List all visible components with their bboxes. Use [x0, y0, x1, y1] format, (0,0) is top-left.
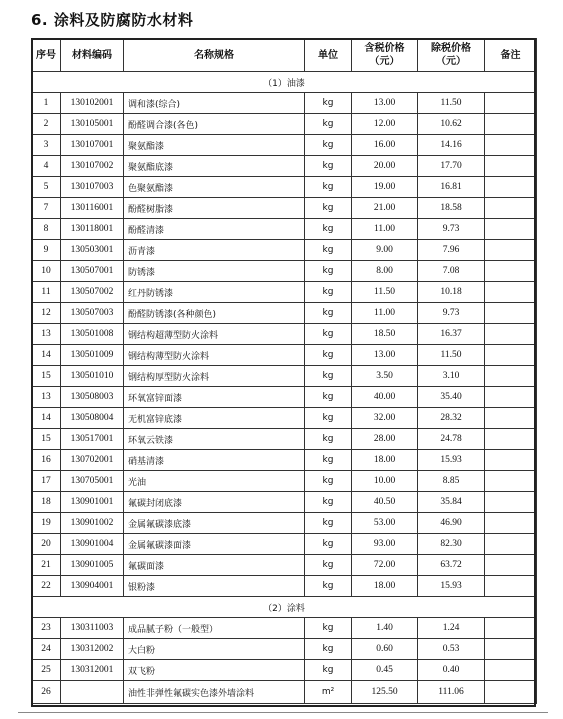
cell-seq: 14: [32, 345, 61, 366]
cell-untaxed-price: 18.58: [418, 198, 485, 219]
cell-taxed-price: 12.00: [352, 114, 418, 135]
cell-name: 氟碳面漆: [124, 555, 305, 576]
cell-code: 130507002: [61, 282, 124, 303]
cell-unit: kg: [305, 408, 352, 429]
cell-name: 红丹防锈漆: [124, 282, 305, 303]
cell-code: 130107003: [61, 177, 124, 198]
cell-code: 130105001: [61, 114, 124, 135]
cell-untaxed-price: 7.08: [418, 261, 485, 282]
cell-taxed-price: 40.00: [352, 387, 418, 408]
cell-unit: kg: [305, 534, 352, 555]
cell-note: [485, 576, 537, 597]
cell-untaxed-price: 35.84: [418, 492, 485, 513]
cell-seq: 4: [32, 156, 61, 177]
cell-taxed-price: 21.00: [352, 198, 418, 219]
cell-untaxed-price: 9.73: [418, 219, 485, 240]
header-name: 名称规格: [124, 39, 305, 72]
cell-note: [485, 555, 537, 576]
cell-untaxed-price: 111.06: [418, 681, 485, 704]
cell-seq: 19: [32, 513, 61, 534]
table-row: [32, 639, 537, 660]
cell-note: [485, 135, 537, 156]
cell-code: 130312001: [61, 660, 124, 681]
cell-untaxed-price: 9.73: [418, 303, 485, 324]
cell-seq: 22: [32, 576, 61, 597]
cell-name: 酚醛清漆: [124, 219, 305, 240]
page-bottom-rule: [18, 712, 548, 713]
section-header-row: [32, 597, 537, 618]
cell-unit: kg: [305, 282, 352, 303]
cell-untaxed-price: 35.40: [418, 387, 485, 408]
cell-code: 130312002: [61, 639, 124, 660]
cell-name: 银粉漆: [124, 576, 305, 597]
cell-name: 钢结构薄型防火涂料: [124, 345, 305, 366]
cell-untaxed-price: 82.30: [418, 534, 485, 555]
cell-seq: 21: [32, 555, 61, 576]
cell-seq: 15: [32, 366, 61, 387]
header-seq: 序号: [32, 39, 61, 72]
cell-untaxed-price: 15.93: [418, 576, 485, 597]
cell-name: 金属氟碳漆面漆: [124, 534, 305, 555]
cell-code: 130501008: [61, 324, 124, 345]
page-title: 6. 涂料及防腐防水材料: [31, 11, 194, 29]
cell-name: 环氧云铁漆: [124, 429, 305, 450]
cell-code: 130901005: [61, 555, 124, 576]
cell-seq: 11: [32, 282, 61, 303]
cell-code: 130517001: [61, 429, 124, 450]
cell-untaxed-price: 11.50: [418, 345, 485, 366]
cell-unit: kg: [305, 303, 352, 324]
cell-untaxed-price: 24.78: [418, 429, 485, 450]
cell-taxed-price: 0.45: [352, 660, 418, 681]
cell-name: 油性非弹性氟碳实色漆外墙涂料: [124, 681, 305, 704]
cell-unit: kg: [305, 471, 352, 492]
cell-taxed-price: 19.00: [352, 177, 418, 198]
cell-taxed-price: 11.00: [352, 219, 418, 240]
cell-taxed-price: 93.00: [352, 534, 418, 555]
cell-seq: 13: [32, 324, 61, 345]
table-row: [32, 156, 537, 177]
cell-untaxed-price: 8.85: [418, 471, 485, 492]
cell-note: [485, 513, 537, 534]
cell-taxed-price: 8.00: [352, 261, 418, 282]
table-row: [32, 240, 537, 261]
table-row: [32, 471, 537, 492]
cell-unit: kg: [305, 156, 352, 177]
cell-unit: kg: [305, 198, 352, 219]
cell-seq: 14: [32, 408, 61, 429]
table-row: [32, 135, 537, 156]
cell-taxed-price: 11.00: [352, 303, 418, 324]
cell-code: 130901002: [61, 513, 124, 534]
cell-code: 130501010: [61, 366, 124, 387]
table-row: [32, 261, 537, 282]
table-row: [32, 303, 537, 324]
cell-code: 130508003: [61, 387, 124, 408]
cell-taxed-price: 10.00: [352, 471, 418, 492]
cell-note: [485, 639, 537, 660]
cell-seq: 23: [32, 618, 61, 639]
cell-code: [61, 681, 124, 704]
table-row: [32, 345, 537, 366]
header-untaxed-price: 除税价格 （元）: [418, 39, 485, 72]
cell-name: 调和漆(综合): [124, 93, 305, 114]
cell-taxed-price: 18.00: [352, 576, 418, 597]
cell-untaxed-price: 16.37: [418, 324, 485, 345]
cell-note: [485, 450, 537, 471]
cell-note: [485, 156, 537, 177]
cell-taxed-price: 28.00: [352, 429, 418, 450]
cell-code: 130705001: [61, 471, 124, 492]
cell-seq: 15: [32, 429, 61, 450]
cell-note: [485, 387, 537, 408]
cell-seq: 16: [32, 450, 61, 471]
cell-note: [485, 219, 537, 240]
cell-untaxed-price: 1.24: [418, 618, 485, 639]
cell-taxed-price: 20.00: [352, 156, 418, 177]
cell-note: [485, 93, 537, 114]
cell-unit: m²: [305, 681, 352, 704]
table-row: [32, 408, 537, 429]
cell-name: 光油: [124, 471, 305, 492]
cell-taxed-price: 32.00: [352, 408, 418, 429]
cell-untaxed-price: 16.81: [418, 177, 485, 198]
cell-name: 成品腻子粉（一般型）: [124, 618, 305, 639]
table-row: [32, 555, 537, 576]
cell-code: 130702001: [61, 450, 124, 471]
cell-seq: 8: [32, 219, 61, 240]
table-row: [32, 681, 537, 704]
cell-taxed-price: 13.00: [352, 345, 418, 366]
cell-untaxed-price: 0.53: [418, 639, 485, 660]
cell-name: 钢结构超薄型防火涂料: [124, 324, 305, 345]
cell-name: 金属氟碳漆底漆: [124, 513, 305, 534]
cell-taxed-price: 11.50: [352, 282, 418, 303]
cell-untaxed-price: 10.18: [418, 282, 485, 303]
cell-seq: 5: [32, 177, 61, 198]
cell-note: [485, 303, 537, 324]
table-row: [32, 387, 537, 408]
cell-name: 大白粉: [124, 639, 305, 660]
cell-note: [485, 282, 537, 303]
table-row: [32, 450, 537, 471]
cell-code: 130501009: [61, 345, 124, 366]
cell-unit: kg: [305, 513, 352, 534]
cell-seq: 17: [32, 471, 61, 492]
cell-name: 酚醛防锈漆(各种颜色): [124, 303, 305, 324]
cell-seq: 12: [32, 303, 61, 324]
section-label: （2）涂料: [32, 597, 537, 618]
cell-unit: kg: [305, 93, 352, 114]
cell-name: 硝基清漆: [124, 450, 305, 471]
table-row: [32, 618, 537, 639]
cell-code: 130102001: [61, 93, 124, 114]
table-row: [32, 534, 537, 555]
cell-unit: kg: [305, 429, 352, 450]
cell-unit: kg: [305, 576, 352, 597]
cell-code: 130901001: [61, 492, 124, 513]
cell-taxed-price: 53.00: [352, 513, 418, 534]
cell-name: 无机富锌底漆: [124, 408, 305, 429]
cell-untaxed-price: 11.50: [418, 93, 485, 114]
cell-untaxed-price: 0.40: [418, 660, 485, 681]
cell-seq: 7: [32, 198, 61, 219]
table-row: [32, 93, 537, 114]
cell-name: 钢结构厚型防火涂料: [124, 366, 305, 387]
cell-note: [485, 114, 537, 135]
table-row: [32, 492, 537, 513]
cell-code: 130507003: [61, 303, 124, 324]
cell-seq: 9: [32, 240, 61, 261]
cell-untaxed-price: 7.96: [418, 240, 485, 261]
cell-taxed-price: 40.50: [352, 492, 418, 513]
cell-name: 双飞粉: [124, 660, 305, 681]
header-taxed-price: 含税价格 （元）: [352, 39, 418, 72]
cell-note: [485, 261, 537, 282]
cell-unit: kg: [305, 261, 352, 282]
cell-unit: kg: [305, 618, 352, 639]
cell-seq: 1: [32, 93, 61, 114]
cell-untaxed-price: 17.70: [418, 156, 485, 177]
table-row: [32, 114, 537, 135]
table-row: [32, 219, 537, 240]
cell-name: 聚氨酯底漆: [124, 156, 305, 177]
cell-seq: 26: [32, 681, 61, 704]
cell-code: 130904001: [61, 576, 124, 597]
cell-taxed-price: 13.00: [352, 93, 418, 114]
cell-seq: 10: [32, 261, 61, 282]
cell-unit: kg: [305, 555, 352, 576]
cell-note: [485, 534, 537, 555]
table-row: [32, 177, 537, 198]
table-row: [32, 513, 537, 534]
cell-unit: kg: [305, 660, 352, 681]
cell-seq: 24: [32, 639, 61, 660]
cell-seq: 2: [32, 114, 61, 135]
cell-unit: kg: [305, 492, 352, 513]
cell-code: 130116001: [61, 198, 124, 219]
cell-name: 酚醛树脂漆: [124, 198, 305, 219]
cell-note: [485, 471, 537, 492]
cell-untaxed-price: 14.16: [418, 135, 485, 156]
cell-note: [485, 240, 537, 261]
header-row: [32, 39, 537, 72]
price-table: [31, 38, 537, 704]
cell-note: [485, 345, 537, 366]
cell-name: 酚醛调合漆(各色): [124, 114, 305, 135]
cell-unit: kg: [305, 240, 352, 261]
cell-note: [485, 408, 537, 429]
table-row: [32, 660, 537, 681]
cell-code: 130107002: [61, 156, 124, 177]
section-label: （1）油漆: [32, 72, 537, 93]
cell-taxed-price: 72.00: [352, 555, 418, 576]
header-unit: 单位: [305, 39, 352, 72]
table-row: [32, 366, 537, 387]
cell-note: [485, 324, 537, 345]
cell-note: [485, 198, 537, 219]
cell-unit: kg: [305, 324, 352, 345]
cell-note: [485, 618, 537, 639]
header-note: 备注: [485, 39, 537, 72]
cell-name: 色聚氨酯漆: [124, 177, 305, 198]
cell-note: [485, 366, 537, 387]
cell-taxed-price: 3.50: [352, 366, 418, 387]
cell-untaxed-price: 10.62: [418, 114, 485, 135]
cell-unit: kg: [305, 135, 352, 156]
cell-unit: kg: [305, 114, 352, 135]
cell-note: [485, 429, 537, 450]
cell-unit: kg: [305, 366, 352, 387]
table-row: [32, 282, 537, 303]
cell-code: 130508004: [61, 408, 124, 429]
cell-taxed-price: 9.00: [352, 240, 418, 261]
cell-note: [485, 177, 537, 198]
cell-name: 沥青漆: [124, 240, 305, 261]
section-header-row: [32, 72, 537, 93]
cell-code: 130107001: [61, 135, 124, 156]
cell-code: 130901004: [61, 534, 124, 555]
header-code: 材料编码: [61, 39, 124, 72]
cell-seq: 25: [32, 660, 61, 681]
cell-taxed-price: 125.50: [352, 681, 418, 704]
table-row: [32, 198, 537, 219]
cell-unit: kg: [305, 450, 352, 471]
cell-name: 环氧富锌面漆: [124, 387, 305, 408]
table-row: [32, 324, 537, 345]
table-body: [32, 72, 537, 704]
cell-code: 130118001: [61, 219, 124, 240]
cell-name: 聚氨酯漆: [124, 135, 305, 156]
cell-note: [485, 492, 537, 513]
cell-taxed-price: 1.40: [352, 618, 418, 639]
cell-taxed-price: 16.00: [352, 135, 418, 156]
cell-seq: 20: [32, 534, 61, 555]
cell-name: 氟碳封闭底漆: [124, 492, 305, 513]
cell-untaxed-price: 46.90: [418, 513, 485, 534]
cell-taxed-price: 18.00: [352, 450, 418, 471]
table-row: [32, 429, 537, 450]
cell-seq: 3: [32, 135, 61, 156]
cell-code: 130503001: [61, 240, 124, 261]
cell-seq: 18: [32, 492, 61, 513]
cell-code: 130507001: [61, 261, 124, 282]
cell-taxed-price: 18.50: [352, 324, 418, 345]
cell-unit: kg: [305, 219, 352, 240]
cell-taxed-price: 0.60: [352, 639, 418, 660]
cell-note: [485, 681, 537, 704]
cell-untaxed-price: 63.72: [418, 555, 485, 576]
cell-unit: kg: [305, 345, 352, 366]
cell-untaxed-price: 15.93: [418, 450, 485, 471]
cell-code: 130311003: [61, 618, 124, 639]
cell-untaxed-price: 28.32: [418, 408, 485, 429]
cell-seq: 13: [32, 387, 61, 408]
cell-unit: kg: [305, 177, 352, 198]
cell-name: 防锈漆: [124, 261, 305, 282]
cell-unit: kg: [305, 387, 352, 408]
cell-note: [485, 660, 537, 681]
table-row: [32, 576, 537, 597]
cell-unit: kg: [305, 639, 352, 660]
cell-untaxed-price: 3.10: [418, 366, 485, 387]
